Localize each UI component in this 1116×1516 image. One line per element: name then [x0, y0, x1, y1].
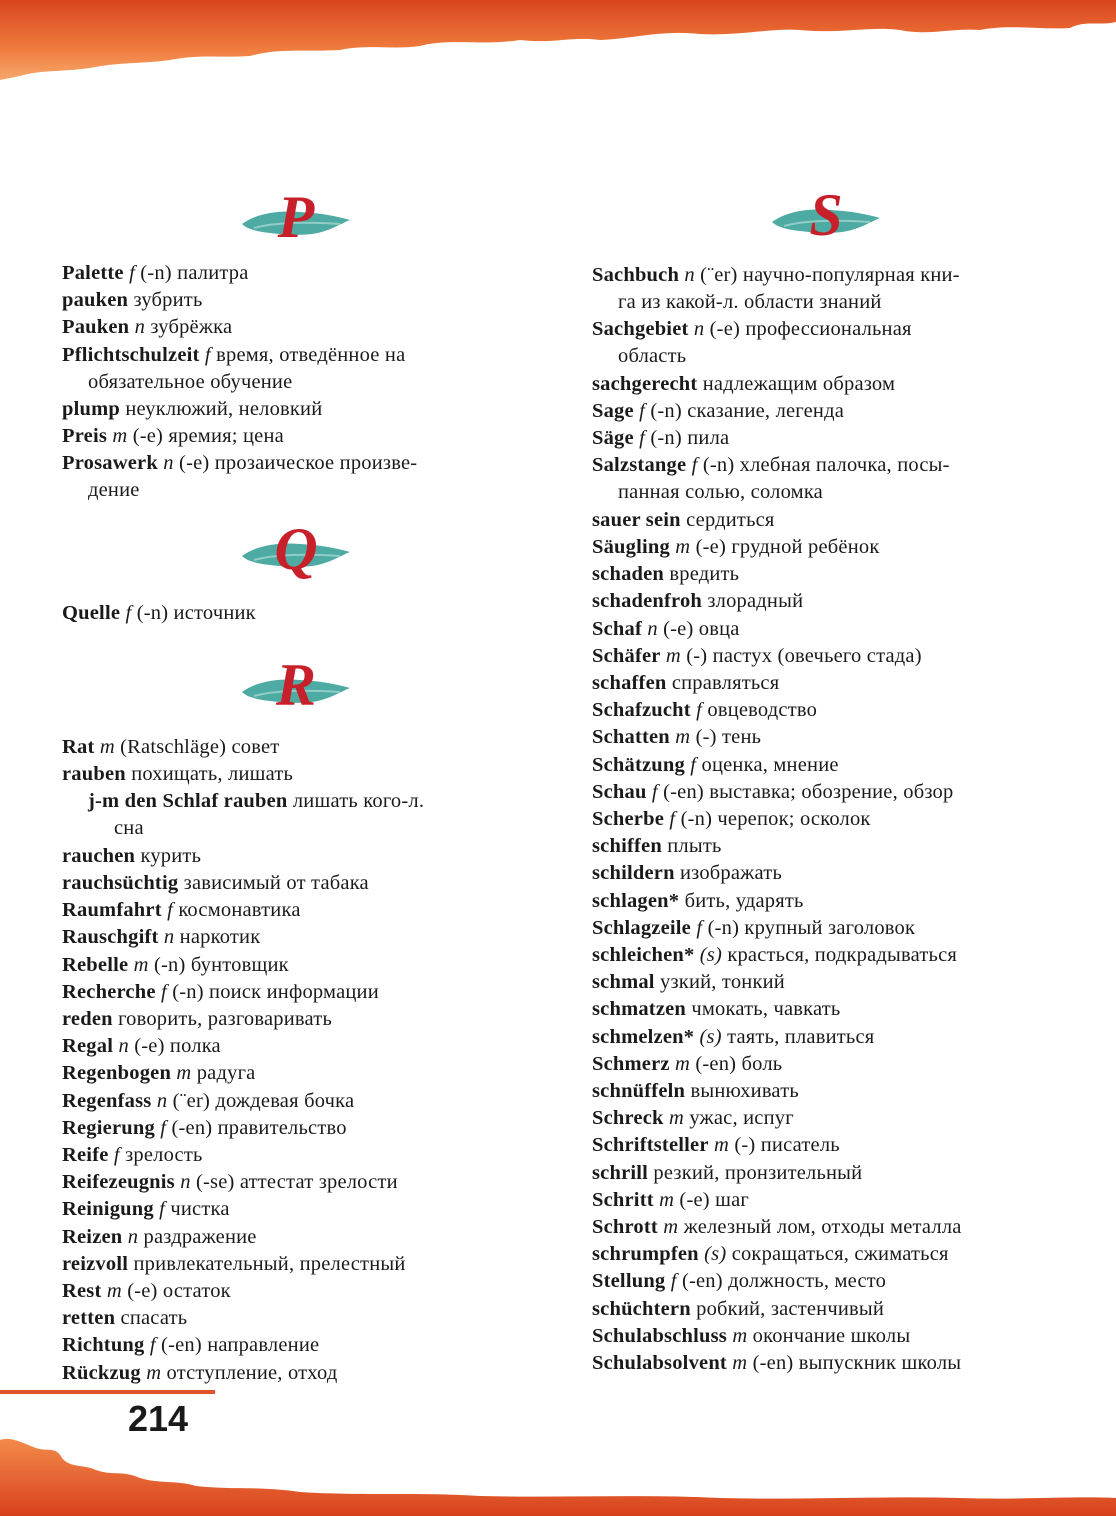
headword: schmal [592, 971, 655, 994]
translation: бить, ударять [684, 889, 804, 912]
dictionary-entry [592, 425, 1072, 452]
grammar-mark: n [156, 1089, 168, 1112]
headword: rauben [62, 763, 126, 786]
grammar-mark: n [693, 318, 705, 341]
translation: окончание школы [752, 1324, 911, 1347]
dictionary-entry [62, 396, 542, 423]
translation-continuation: область [618, 345, 687, 368]
dictionary-entry [62, 1142, 542, 1169]
grammar-mark: n [127, 1225, 139, 1248]
headword: j-m den Schlaf rauben [88, 790, 288, 813]
headword: Sachgebiet [592, 318, 689, 341]
grammar-mark: m [665, 644, 681, 667]
section-letter-p [236, 184, 356, 252]
translation: узкий, тонкий [660, 971, 785, 994]
headword: Quelle [62, 602, 121, 624]
grammar-mark: n [163, 926, 175, 949]
dictionary-entry [592, 316, 1072, 370]
grammar-mark: f [160, 1116, 167, 1139]
translation: оценка, мнение [701, 753, 839, 776]
grammar-mark: m [732, 1324, 748, 1347]
dictionary-entry [592, 1296, 1072, 1323]
dictionary-entry [592, 616, 1072, 643]
dictionary-entry [592, 1323, 1072, 1350]
grammar-mark: f [639, 427, 646, 450]
grammar-mark: (s) [699, 944, 722, 966]
dictionary-entry [62, 1305, 542, 1332]
dictionary-entry [592, 670, 1072, 697]
headword: Richtung [62, 1334, 145, 1357]
dictionary-entry [592, 996, 1072, 1023]
headword: Schreck [592, 1107, 664, 1130]
dictionary-entry [592, 1350, 1072, 1377]
dictionary-entry [592, 860, 1072, 887]
dictionary-entry [592, 507, 1072, 534]
dictionary-entry [62, 1088, 542, 1115]
grammar-mark: f [129, 262, 135, 284]
headword: Regenfass [62, 1089, 152, 1112]
dictionary-entry [62, 1115, 542, 1142]
grammar-mark: f [691, 454, 698, 477]
headword: Schätzung [592, 753, 685, 776]
headword: Schlagzeile [592, 916, 691, 939]
dictionary-entry [62, 761, 542, 788]
translation: (-en) должность, место [681, 1270, 887, 1293]
translation: космонавтика [178, 899, 301, 922]
translation: чистка [170, 1198, 230, 1221]
headword: schüchtern [592, 1297, 691, 1320]
translation: (-se) аттестат зрелости [195, 1171, 398, 1194]
translation: (-e) овца [663, 617, 740, 640]
grammar-mark: n [134, 316, 146, 339]
dictionary-entry [62, 260, 542, 287]
headword: sauer sein [592, 508, 681, 531]
grammar-mark: n [684, 264, 695, 286]
headword: Reifezeugnis [62, 1171, 175, 1194]
translation: (-) писатель [734, 1134, 840, 1157]
translation: спасать [120, 1307, 188, 1330]
headword: reden [62, 1008, 113, 1030]
translation: (-en) выпускник школы [752, 1352, 962, 1374]
headword: Schrott [592, 1216, 658, 1238]
translation: лишать кого-л. [292, 790, 425, 813]
section-letter-glyph: Q [274, 516, 318, 582]
section-letter-glyph: P [277, 184, 315, 250]
dictionary-entry [592, 1187, 1072, 1214]
translation: резкий, пронзительный [653, 1161, 863, 1184]
dictionary-entry [592, 779, 1072, 806]
translation: курить [140, 844, 202, 867]
headword: schrill [592, 1161, 649, 1184]
grammar-mark: m [713, 1134, 729, 1157]
translation: (-n) сказание, легенда [650, 400, 845, 422]
translation: (-n) источник [136, 602, 256, 624]
translation-continuation: дение [88, 479, 140, 502]
bottom-red-line [0, 1390, 215, 1394]
translation: зависимый от табака [183, 872, 369, 894]
grammar-mark: f [651, 780, 658, 803]
headword: Regenbogen [62, 1062, 172, 1085]
grammar-mark: f [669, 808, 676, 830]
dictionary-entry [62, 1060, 542, 1087]
translation: зубрить [133, 289, 203, 312]
headword: schaffen [592, 672, 667, 694]
dictionary-entry [592, 1214, 1072, 1241]
dictionary-entry [592, 452, 1072, 506]
dictionary-entry [592, 724, 1072, 751]
dictionary-entry [62, 1360, 542, 1387]
translation: (-e) полка [134, 1035, 221, 1058]
headword: Palette [62, 262, 124, 284]
dictionary-entry [592, 1160, 1072, 1187]
headword: Pauken [62, 316, 130, 339]
translation-continuation: обязательное обучение [88, 370, 293, 393]
grammar-mark: f [690, 753, 697, 776]
translation: (-n) бунтовщик [153, 953, 289, 976]
translation: радуга [196, 1062, 256, 1085]
translation: (-e) яремия; цена [132, 425, 284, 448]
grammar-mark: m [675, 1052, 691, 1075]
headword: Sage [592, 400, 634, 422]
dictionary-entry [592, 643, 1072, 670]
section-letter-q [236, 516, 356, 584]
dictionary-entry [592, 697, 1072, 724]
top-torn-banner [0, 0, 1116, 80]
dictionary-entry [62, 1251, 542, 1278]
grammar-mark: f [159, 1198, 166, 1221]
grammar-mark: f [670, 1270, 677, 1293]
headword: Rest [62, 1280, 102, 1302]
dictionary-entry [592, 806, 1072, 833]
headword: Rebelle [62, 953, 129, 976]
headword: schaden [592, 563, 665, 586]
grammar-mark: f [639, 400, 646, 422]
headword: Schaf [592, 617, 642, 640]
headword: Reife [62, 1144, 109, 1166]
headword: schmelzen* [592, 1025, 695, 1048]
headword: Regal [62, 1035, 114, 1058]
headword: Rauschgift [62, 926, 159, 949]
translation: сокращаться, сжиматься [731, 1243, 949, 1266]
headword: rauchsüchtig [62, 872, 179, 894]
dictionary-entry [62, 1196, 542, 1223]
headword: Stellung [592, 1270, 666, 1293]
translation: (-e) профессиональная [709, 318, 912, 341]
translation: (-en) направление [161, 1334, 320, 1357]
dictionary-entry [62, 979, 542, 1006]
translation: (-en) боль [695, 1052, 783, 1075]
dictionary-entry [62, 1332, 542, 1359]
headword: Sachbuch [592, 264, 680, 286]
dictionary-entry [62, 314, 542, 341]
section-letter-glyph: R [275, 652, 317, 718]
headword: schleichen* [592, 944, 695, 966]
headword: retten [62, 1307, 116, 1330]
grammar-mark: m [106, 1280, 122, 1302]
grammar-mark: m [112, 425, 128, 448]
dictionary-entry [592, 262, 1072, 316]
grammar-mark: m [99, 736, 115, 758]
dictionary-entry [62, 1169, 542, 1196]
headword: Schritt [592, 1188, 654, 1211]
grammar-mark: f [696, 699, 703, 722]
headword: rauchen [62, 844, 136, 867]
translation: (-n) пила [650, 427, 730, 450]
headword: schnüffeln [592, 1080, 686, 1102]
headword: Pflichtschulzeit [62, 343, 200, 366]
headword: Schafzucht [592, 699, 691, 722]
grammar-mark: m [146, 1361, 162, 1384]
dictionary-entry [62, 600, 542, 627]
translation: вредить [669, 563, 740, 586]
dictionary-entry [62, 843, 542, 870]
dictionary-entry [592, 561, 1072, 588]
headword: schrumpfen [592, 1243, 699, 1266]
translation: (-e) шаг [679, 1188, 750, 1211]
translation: похищать, лишать [131, 763, 294, 786]
headword: Preis [62, 425, 108, 448]
grammar-mark: m [675, 726, 691, 749]
grammar-mark: m [732, 1352, 748, 1374]
dictionary-entry [592, 888, 1072, 915]
headword: Schmerz [592, 1052, 670, 1075]
grammar-mark: m [659, 1188, 675, 1211]
headword: Schäfer [592, 644, 661, 667]
grammar-mark: (s) [704, 1243, 727, 1266]
headword: Recherche [62, 980, 156, 1003]
grammar-mark: m [176, 1062, 192, 1085]
grammar-mark: m [133, 953, 149, 976]
translation: (¨er) дождевая бочка [172, 1089, 355, 1112]
headword: Säge [592, 427, 634, 450]
grammar-mark: f [125, 602, 132, 624]
translation: привлекательный, прелестный [133, 1252, 406, 1275]
translation: таять, плавиться [727, 1025, 875, 1048]
grammar-mark: m [668, 1107, 684, 1130]
translation: время, отведённое на [216, 343, 406, 366]
grammar-mark: f [160, 980, 167, 1003]
translation: (-) тень [695, 726, 762, 749]
grammar-mark: m [675, 536, 691, 558]
translation: раздражение [143, 1225, 257, 1248]
headword: Schriftsteller [592, 1134, 709, 1157]
grammar-mark: n [180, 1171, 191, 1194]
grammar-mark: f [113, 1144, 120, 1166]
section-letter-r [236, 652, 356, 720]
section-letter-s [766, 182, 886, 250]
translation: наркотик [179, 926, 261, 949]
translation: (-) пастух (овечьего стада) [686, 644, 922, 667]
translation: вынюхивать [690, 1080, 799, 1102]
dictionary-entry [62, 1033, 542, 1060]
translation: чмокать, чавкать [691, 998, 841, 1021]
translation: говорить, разговаривать [118, 1008, 332, 1030]
dictionary-entry [592, 588, 1072, 615]
section-letter-glyph: S [809, 182, 843, 248]
headword: plump [62, 398, 120, 420]
headword: Rat [62, 736, 95, 758]
dictionary-entry [592, 833, 1072, 860]
translation: (-en) правительство [171, 1116, 347, 1139]
translation: (-n) крупный заголовок [707, 916, 916, 939]
dictionary-entry [592, 1132, 1072, 1159]
translation: робкий, застенчивый [696, 1297, 885, 1320]
headword: schlagen* [592, 889, 680, 912]
translation: (-e) прозаическое произве- [179, 452, 418, 475]
headword: pauken [62, 289, 129, 312]
translation: отступление, отход [166, 1361, 338, 1384]
dictionary-entry [62, 1278, 542, 1305]
dictionary-entry [62, 1006, 542, 1033]
grammar-mark: n [647, 617, 658, 640]
headword: schildern [592, 862, 675, 885]
dictionary-entry [62, 924, 542, 951]
translation: справляться [671, 672, 780, 694]
dictionary-entry [592, 915, 1072, 942]
dictionary-entry [592, 969, 1072, 996]
dictionary-entry [592, 1105, 1072, 1132]
dictionary-entry [62, 1224, 542, 1251]
translation: красться, подкрадываться [727, 944, 957, 966]
headword: Schau [592, 780, 647, 803]
dictionary-entry [592, 1051, 1072, 1078]
headword: reizvoll [62, 1252, 129, 1275]
headword: Schulabschluss [592, 1324, 727, 1347]
headword: Reinigung [62, 1198, 154, 1221]
dictionary-entry [592, 1078, 1072, 1105]
grammar-mark: m [663, 1216, 679, 1238]
translation: (Ratschläge) совет [120, 736, 280, 758]
dictionary-entry [62, 423, 542, 450]
grammar-mark: f [204, 343, 211, 366]
translation: плыть [667, 835, 722, 858]
translation: зубрёжка [150, 316, 233, 339]
translation: (-n) поиск информации [172, 980, 379, 1003]
translation: (-e) остаток [127, 1280, 231, 1302]
headword: schiffen [592, 835, 662, 858]
translation: неуклюжий, неловкий [125, 398, 323, 420]
translation-continuation: сна [114, 817, 144, 840]
translation: изображать [680, 862, 783, 885]
headword: Reizen [62, 1225, 123, 1248]
headword: Scherbe [592, 808, 664, 830]
dictionary-entry [62, 897, 542, 924]
headword: schadenfroh [592, 590, 703, 613]
dictionary-entry [592, 1241, 1072, 1268]
grammar-mark: f [167, 899, 173, 922]
headword: Salzstange [592, 454, 687, 477]
dictionary-entry [62, 734, 542, 761]
translation: злорадный [707, 590, 804, 613]
headword: schmatzen [592, 998, 687, 1021]
dictionary-entry [592, 398, 1072, 425]
translation: зрелость [125, 1144, 203, 1166]
headword: Schatten [592, 726, 670, 749]
translation: (-n) палитра [140, 262, 249, 284]
dictionary-entry [62, 870, 542, 897]
dictionary-entry [62, 788, 568, 842]
translation: надлежащим образом [702, 372, 896, 395]
headword: Regierung [62, 1116, 155, 1139]
grammar-mark: n [118, 1035, 129, 1058]
dictionary-entry [62, 342, 542, 396]
page-number: 214 [128, 1398, 189, 1439]
dictionary-entry [592, 1268, 1072, 1295]
translation: ужас, испуг [689, 1107, 794, 1130]
dictionary-entry [592, 371, 1072, 398]
translation: сердиться [686, 508, 775, 531]
grammar-mark: f [149, 1334, 156, 1357]
translation: (¨er) научно-популярная кни- [700, 264, 960, 286]
headword: Rückzug [62, 1361, 141, 1384]
dictionary-entry [592, 752, 1072, 779]
grammar-mark: (s) [699, 1025, 722, 1048]
dictionary-entry [592, 534, 1072, 561]
translation: (-en) выставка; обозрение, обзор [663, 780, 954, 803]
headword: Schulabsolvent [592, 1352, 727, 1374]
bottom-torn-banner [0, 1439, 1116, 1516]
headword: sachgerecht [592, 372, 698, 395]
dictionary-entry [62, 952, 542, 979]
dictionary-entry [592, 942, 1072, 969]
translation: (-n) хлебная палочка, посы- [702, 454, 950, 477]
dictionary-entry [62, 450, 542, 504]
translation: овцеводство [707, 699, 818, 722]
translation-continuation: панная солью, соломка [618, 481, 823, 504]
dictionary-entry [592, 1024, 1072, 1051]
translation: железный лом, отходы металла [683, 1216, 962, 1238]
translation: (-e) грудной ребёнок [695, 536, 880, 558]
headword: Säugling [592, 536, 670, 558]
translation: (-n) черепок; осколок [680, 808, 871, 830]
headword: Raumfahrt [62, 899, 162, 922]
translation-continuation: га из какой-л. области знаний [618, 291, 882, 313]
headword: Prosawerk [62, 452, 158, 475]
dictionary-entry [62, 287, 542, 314]
grammar-mark: f [696, 916, 703, 939]
grammar-mark: n [163, 452, 174, 475]
